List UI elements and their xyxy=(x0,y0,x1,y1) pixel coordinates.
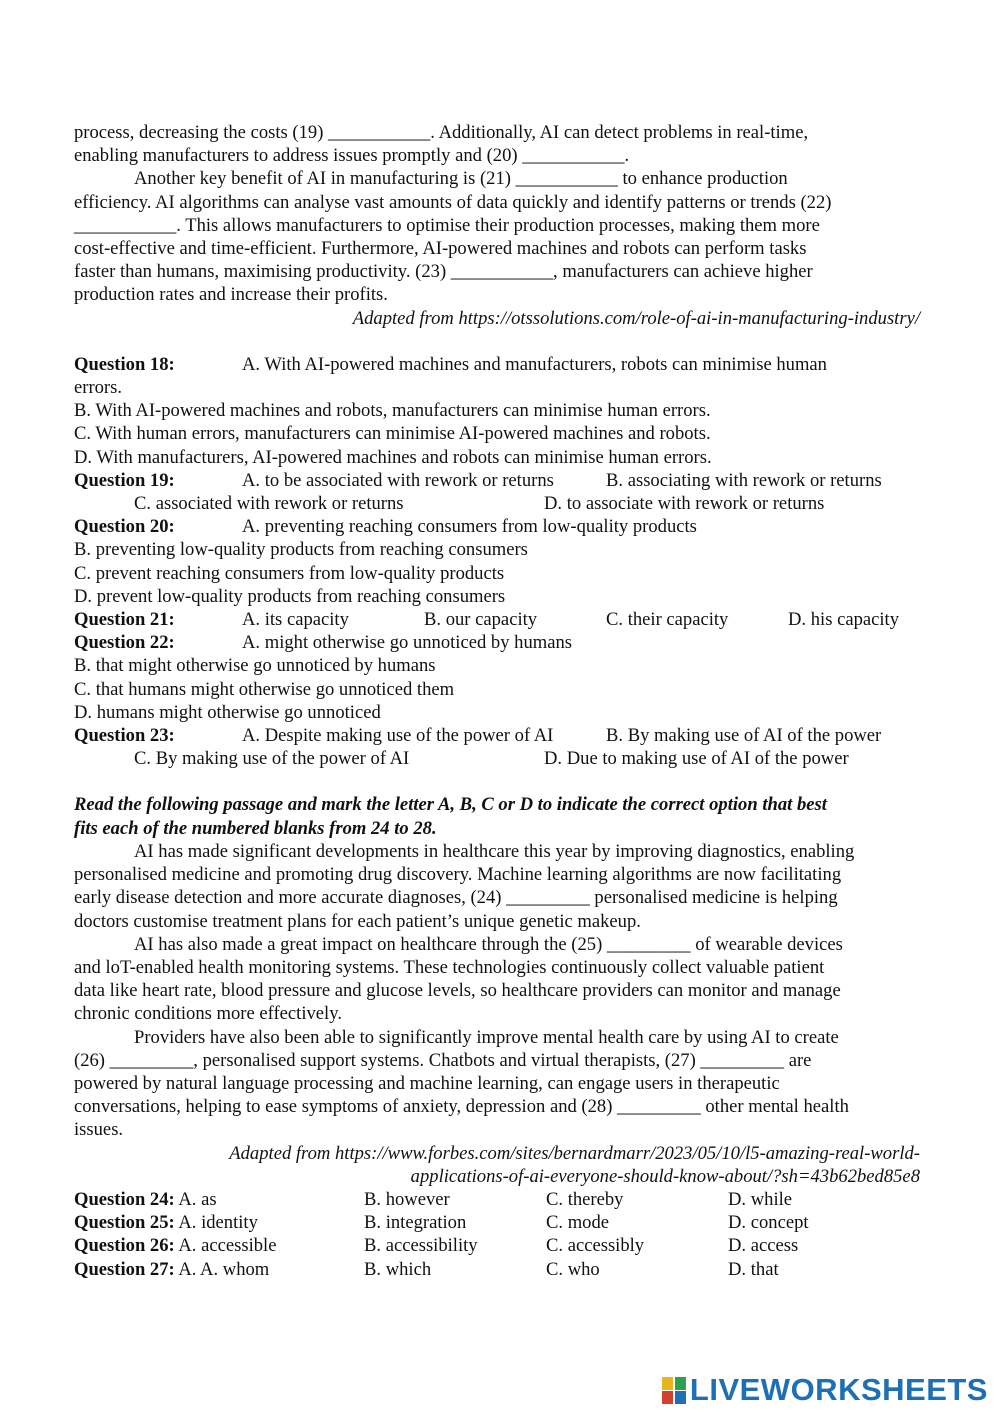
liveworksheets-logo-text: LIVEWORKSHEETS xyxy=(689,1372,988,1408)
option-d[interactable]: D. With manufacturers, AI-powered machines and robots can minimise human errors. xyxy=(74,446,712,468)
option-a[interactable]: A. accessible xyxy=(178,1235,277,1257)
question-19 xyxy=(74,469,920,515)
option-c[interactable]: C. their capacity xyxy=(606,609,729,631)
passage-line: enabling manufacturers to address issues promptly and (20) ___________. xyxy=(74,145,630,167)
option-c[interactable]: C. accessibly xyxy=(546,1235,645,1257)
option-a[interactable]: A. identity xyxy=(178,1212,258,1234)
option-c[interactable]: C. that humans might otherwise go unnoticed them xyxy=(74,678,455,700)
option-c[interactable]: C. By making use of the power of AI xyxy=(134,748,410,770)
option-b[interactable]: B. that might otherwise go unnoticed by humans xyxy=(74,655,436,677)
option-b[interactable]: B. accessibility xyxy=(364,1235,478,1257)
passage-line: powered by natural language processing and machine learning, can engage users in therapeutic xyxy=(74,1072,780,1094)
passage-line: issues. xyxy=(74,1119,124,1141)
option-a[interactable]: A. might otherwise go unnoticed by humans xyxy=(242,632,572,654)
passage-line: faster than humans, maximising productivity. (23) ___________, manufacturers can achieve higher xyxy=(74,261,813,283)
question-label: Question 20: xyxy=(74,516,175,538)
passage-line: Providers have also been able to significantly improve mental health care by using AI to create xyxy=(134,1026,839,1048)
question-label: Question 23: xyxy=(74,725,175,747)
option-d[interactable]: D. concept xyxy=(728,1212,809,1234)
option-d[interactable]: D. to associate with rework or returns xyxy=(544,493,825,515)
passage-source: Adapted from https://www.forbes.com/sites/bernardmarr/2023/05/10/l5-amazing-real-world- xyxy=(229,1142,920,1164)
passage-line: early disease detection and more accurate diagnoses, (24) _________ personalised medicine is helping xyxy=(74,887,838,909)
question-label: Question 21: xyxy=(74,609,175,631)
question-20 xyxy=(74,515,920,608)
option-a[interactable]: A. Despite making use of the power of AI xyxy=(242,725,554,747)
question-label: Question 22: xyxy=(74,632,175,654)
passage-2 xyxy=(74,840,920,1188)
passage-line: personalised medicine and promoting drug discovery. Machine learning algorithms are now facilitating xyxy=(74,864,842,886)
passage-line: production rates and increase their profits. xyxy=(74,284,388,306)
option-d[interactable]: D. humans might otherwise go unnoticed xyxy=(74,701,381,723)
option-c[interactable]: C. thereby xyxy=(546,1188,624,1210)
option-c[interactable]: C. prevent reaching consumers from low-quality products xyxy=(74,562,505,584)
question-label: Question 24: xyxy=(74,1188,175,1210)
option-c[interactable]: C. associated with rework or returns xyxy=(134,493,404,515)
option-d[interactable]: D. that xyxy=(728,1258,779,1280)
option-b[interactable]: B. With AI-powered machines and robots, manufacturers can minimise human errors. xyxy=(74,400,711,422)
option-a[interactable]: A. A. whom xyxy=(178,1258,270,1280)
liveworksheets-logo-icon xyxy=(662,1375,688,1405)
passage-line: doctors customise treatment plans for each patient’s unique genetic makeup. xyxy=(74,910,641,932)
question-18 xyxy=(74,353,920,469)
option-a[interactable]: A. With AI-powered machines and manufacturers, robots can minimise human xyxy=(242,353,827,375)
passage-line: process, decreasing the costs (19) ___________. Additionally, AI can detect problems in real-time, xyxy=(74,122,809,143)
question-label: Question 19: xyxy=(74,469,175,491)
question-label: Question 26: xyxy=(74,1235,175,1257)
option-c[interactable]: C. who xyxy=(546,1258,600,1280)
passage-line: and loT-enabled health monitoring systems. These technologies continuously collect valuable patient xyxy=(74,956,825,978)
instruction-line: Read the following passage and mark the letter A, B, C or D to indicate the correct option that best xyxy=(74,794,827,816)
passage-source: applications-of-ai-everyone-should-know-about/?sh=43b62bed85e8 xyxy=(410,1165,920,1187)
questions-24-27 xyxy=(74,1188,920,1281)
option-a-continued: errors. xyxy=(74,377,123,399)
question-21 xyxy=(74,608,920,631)
passage-1 xyxy=(74,121,920,330)
option-b[interactable]: B. associating with rework or returns xyxy=(606,469,882,491)
passage-line: AI has made significant developments in healthcare this year by improving diagnostics, enabling xyxy=(134,840,855,862)
passage-source: Adapted from https://otssolutions.com/role-of-ai-in-manufacturing-industry/ xyxy=(352,307,920,329)
option-b[interactable]: B. our capacity xyxy=(424,609,538,631)
option-d[interactable]: D. access xyxy=(728,1235,799,1257)
option-b[interactable]: B. preventing low-quality products from reaching consumers xyxy=(74,539,528,561)
instruction-line: fits each of the numbered blanks from 24 to 28. xyxy=(74,817,437,839)
question-label: Question 18: xyxy=(74,353,175,375)
passage-line: cost-effective and time-efficient. Furthermore, AI-powered machines and robots can perform tasks xyxy=(74,238,807,260)
option-a[interactable]: A. to be associated with rework or returns xyxy=(242,469,554,491)
option-a[interactable]: A. as xyxy=(178,1188,217,1210)
passage-line: efficiency. AI algorithms can analyse vast amounts of data quickly and identify patterns or trends (22) xyxy=(74,191,832,213)
option-b[interactable]: B. which xyxy=(364,1258,432,1280)
option-d[interactable]: D. prevent low-quality products from reaching consumers xyxy=(74,585,506,607)
option-c[interactable]: C. With human errors, manufacturers can minimise AI-powered machines and robots. xyxy=(74,423,711,445)
instruction xyxy=(74,793,920,839)
option-d[interactable]: D. Due to making use of AI of the power xyxy=(544,748,849,770)
passage-line: conversations, helping to ease symptoms of anxiety, depression and (28) _________ other mental health xyxy=(74,1096,849,1118)
passage-line: Another key benefit of AI in manufacturing is (21) ___________ to enhance production xyxy=(134,168,788,190)
question-22 xyxy=(74,631,920,724)
passage-line: data like heart rate, blood pressure and glucose levels, so healthcare providers can monitor and manage xyxy=(74,980,841,1002)
passage-line: (26) _________, personalised support systems. Chatbots and virtual therapists, (27) _________ are xyxy=(74,1049,812,1071)
option-b[interactable]: B. integration xyxy=(364,1212,467,1234)
option-a[interactable]: A. preventing reaching consumers from low-quality products xyxy=(242,516,697,538)
option-c[interactable]: C. mode xyxy=(546,1212,610,1234)
passage-line: ___________. This allows manufacturers to optimise their production processes, making them more xyxy=(74,214,820,236)
passage-line: chronic conditions more effectively. xyxy=(74,1003,342,1025)
option-a[interactable]: A. its capacity xyxy=(242,609,349,631)
option-d[interactable]: D. his capacity xyxy=(788,609,900,631)
question-label: Question 25: xyxy=(74,1212,175,1234)
question-label: Question 27: xyxy=(74,1258,175,1280)
option-d[interactable]: D. while xyxy=(728,1188,793,1210)
option-b[interactable]: B. however xyxy=(364,1188,450,1210)
passage-line: AI has also made a great impact on healthcare through the (25) _________ of wearable devices xyxy=(134,933,843,955)
worksheet-page xyxy=(74,121,920,1281)
question-23 xyxy=(74,724,920,770)
option-b[interactable]: B. By making use of AI of the power xyxy=(606,725,882,747)
liveworksheets-logo[interactable] xyxy=(662,1372,988,1408)
